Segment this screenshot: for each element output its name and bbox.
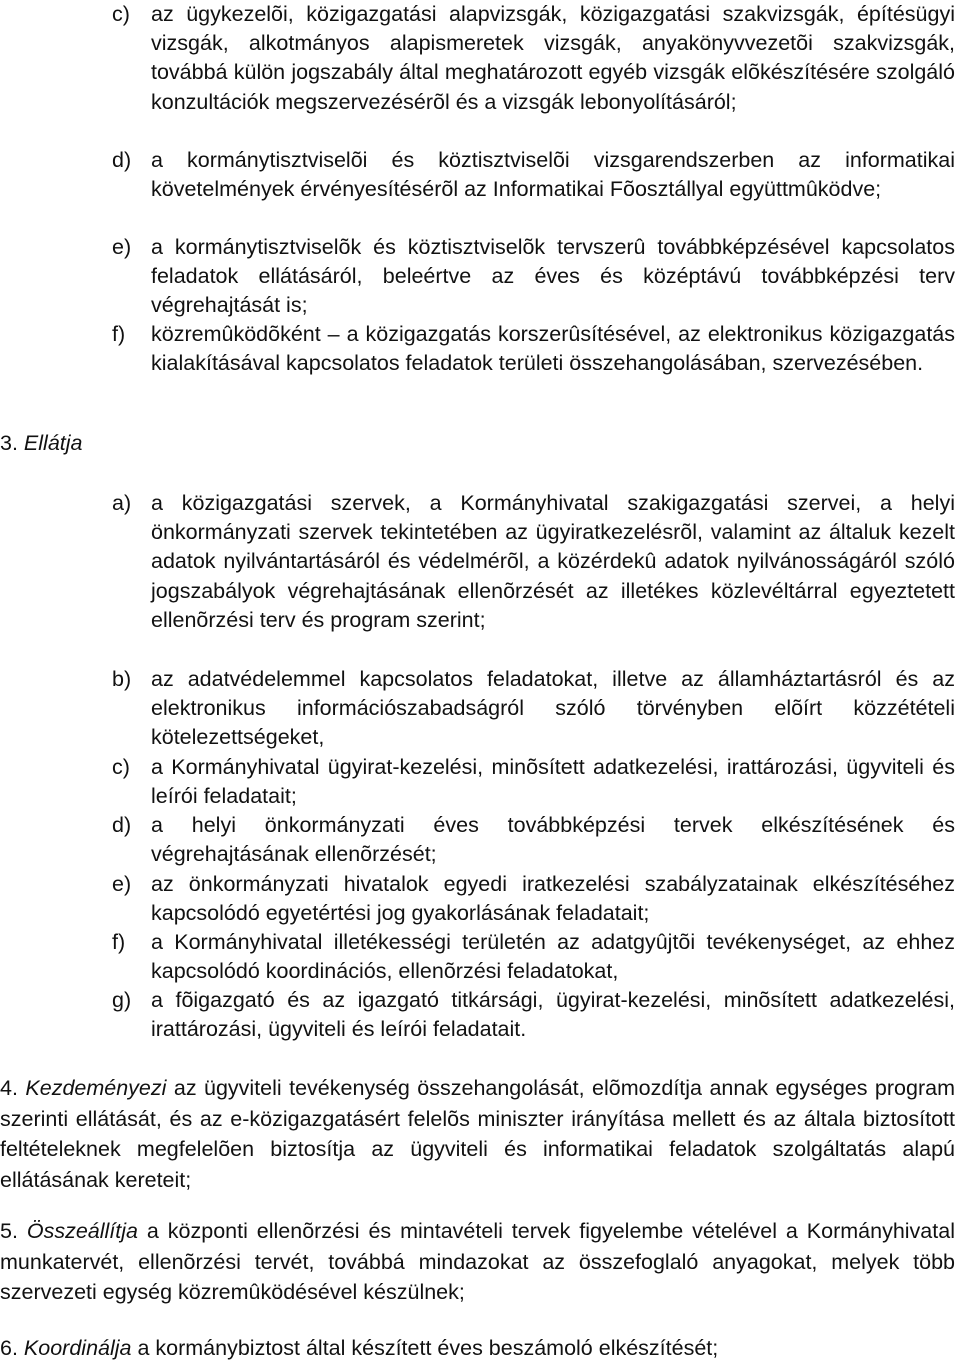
item-label: b) [112, 667, 132, 691]
list-item-a [112, 489, 955, 635]
section-4-paragraph [0, 1073, 955, 1195]
item-label: c) [112, 2, 130, 26]
section-text: az ügyviteli tevékenység összehangolását, elõmozdítja annak egységes program szerinti ellátását, és az e-közigazgatásért felelõs miniszter irányítása mellett és az általa biztosított feltételeknek megfelelõen biztosítja az ügyviteli és informatikai feladatok szolgáltatás alapú ellátásának kereteit; [0, 1076, 955, 1192]
item-text: a kormánytisztviselõi és köztisztviselõi vizsgarendszerben az informatikai követelmények érvényesítésérõl az Informatikai Fõosztállyal együttmûködve; [151, 148, 955, 202]
list-item-f [112, 928, 955, 986]
section-verb: Ellátja [23, 431, 83, 455]
section-verb: Koordinálja [23, 1336, 132, 1360]
item-text: az adatvédelemmel kapcsolatos feladatokat, illetve az államháztartásról és az elektronikus információszabadságról szóló törvényben elõírt közzétételi kötelezettségeket, [151, 667, 955, 750]
section-number: 6. [0, 1336, 18, 1360]
section-number: 3. [0, 431, 18, 455]
item-label: d) [112, 148, 132, 172]
item-text: a kormánytisztviselõk és köztisztviselõk tervszerû továbbképzésével kapcsolatos feladatok ellátásáról, beleértve az éves és középtávú továbbképzési terv végrehajtását is; [151, 235, 955, 318]
list-item-g [112, 986, 955, 1044]
list-item-c-top [112, 0, 955, 117]
section-number: 5. [0, 1219, 18, 1243]
item-text: a fõigazgató és az igazgató titkársági, ügyirat-kezelési, minõsített adatkezelési, irattározási, ügyviteli és leírói feladatait. [151, 988, 955, 1042]
item-label: f) [112, 322, 126, 346]
item-label: f) [112, 930, 126, 954]
item-text: az ügykezelõi, közigazgatási alapvizsgák, közigazgatási szakvizsgák, építésügyi vizsgák, alkotmányos alapismeretek vizsgák, anyakönyvvezetõi szakvizsgák, továbbá külön jogszabály által meghatározott egyéb vizsgák elõkészítésére szolgáló konzultációk megszervezésérõl és a vizsgák lebonyolításáról; [151, 2, 955, 114]
item-text: közremûködõként – a közigazgatás korszerûsítésével, az elektronikus közigazgatás kialakításával kapcsolatos feladatok területi összehangolásában, szervezésében. [151, 322, 955, 376]
item-text: a Kormányhivatal illetékességi területén az adatgyûjtõi tevékenységet, az ehhez kapcsolódó koordinációs, ellenõrzési feladatokat, [151, 930, 955, 984]
item-label: g) [112, 988, 132, 1012]
section-6-paragraph [0, 1333, 955, 1364]
section-text: a központi ellenõrzési és mintavételi tervek figyelembe vételével a Kormányhivatal munkatervét, ellenõrzési tervét, továbbá mindazokat az összefoglaló anyagokat, melyek több szervezeti egység közremûködésével készülnek; [0, 1219, 955, 1304]
item-label: d) [112, 813, 132, 837]
section-verb: Összeállítja [26, 1219, 138, 1243]
item-label: e) [112, 872, 132, 896]
item-label: e) [112, 235, 132, 259]
item-text: a helyi önkormányzati éves továbbképzési tervek elkészítésének és végrehajtásának ellenõrzését; [151, 813, 955, 867]
item-label: a) [112, 491, 132, 515]
list-item-e-top [112, 233, 955, 321]
item-text: az önkormányzati hivatalok egyedi iratkezelési szabályzatainak elkészítéséhez kapcsolódó egyetértési jog gyakorlásának feladatait; [151, 872, 955, 926]
item-label: c) [112, 755, 130, 779]
item-text: a közigazgatási szervek, a Kormányhivatal szakigazgatási szervei, a helyi önkormányzati szervek tekintetében az ügyiratkezelésrõl, valamint az általuk kezelt adatok nyilvántartásáról és védelmérõl, a közérdekû adatok nyilvánosságáról szóló jogszabályok végrehajtásának ellenõrzését az illetékes közlevéltárral egyeztetett ellenõrzési terv és program szerint; [151, 491, 955, 632]
list-item-b [112, 665, 955, 753]
list-item-f-top [112, 320, 955, 378]
section-number: 4. [0, 1076, 18, 1100]
section-text: a kormánybiztost által készített éves beszámoló elkészítését; [131, 1336, 719, 1360]
section-3-heading [0, 429, 82, 458]
list-item-d [112, 811, 955, 869]
list-item-c [112, 753, 955, 811]
item-text: a Kormányhivatal ügyirat-kezelési, minõsített adatkezelési, irattározási, ügyviteli és leírói feladatait; [151, 755, 955, 809]
section-5-paragraph [0, 1216, 955, 1308]
section-verb: Kezdeményezi [25, 1076, 167, 1100]
list-item-e [112, 870, 955, 928]
list-item-d-top [112, 146, 955, 204]
